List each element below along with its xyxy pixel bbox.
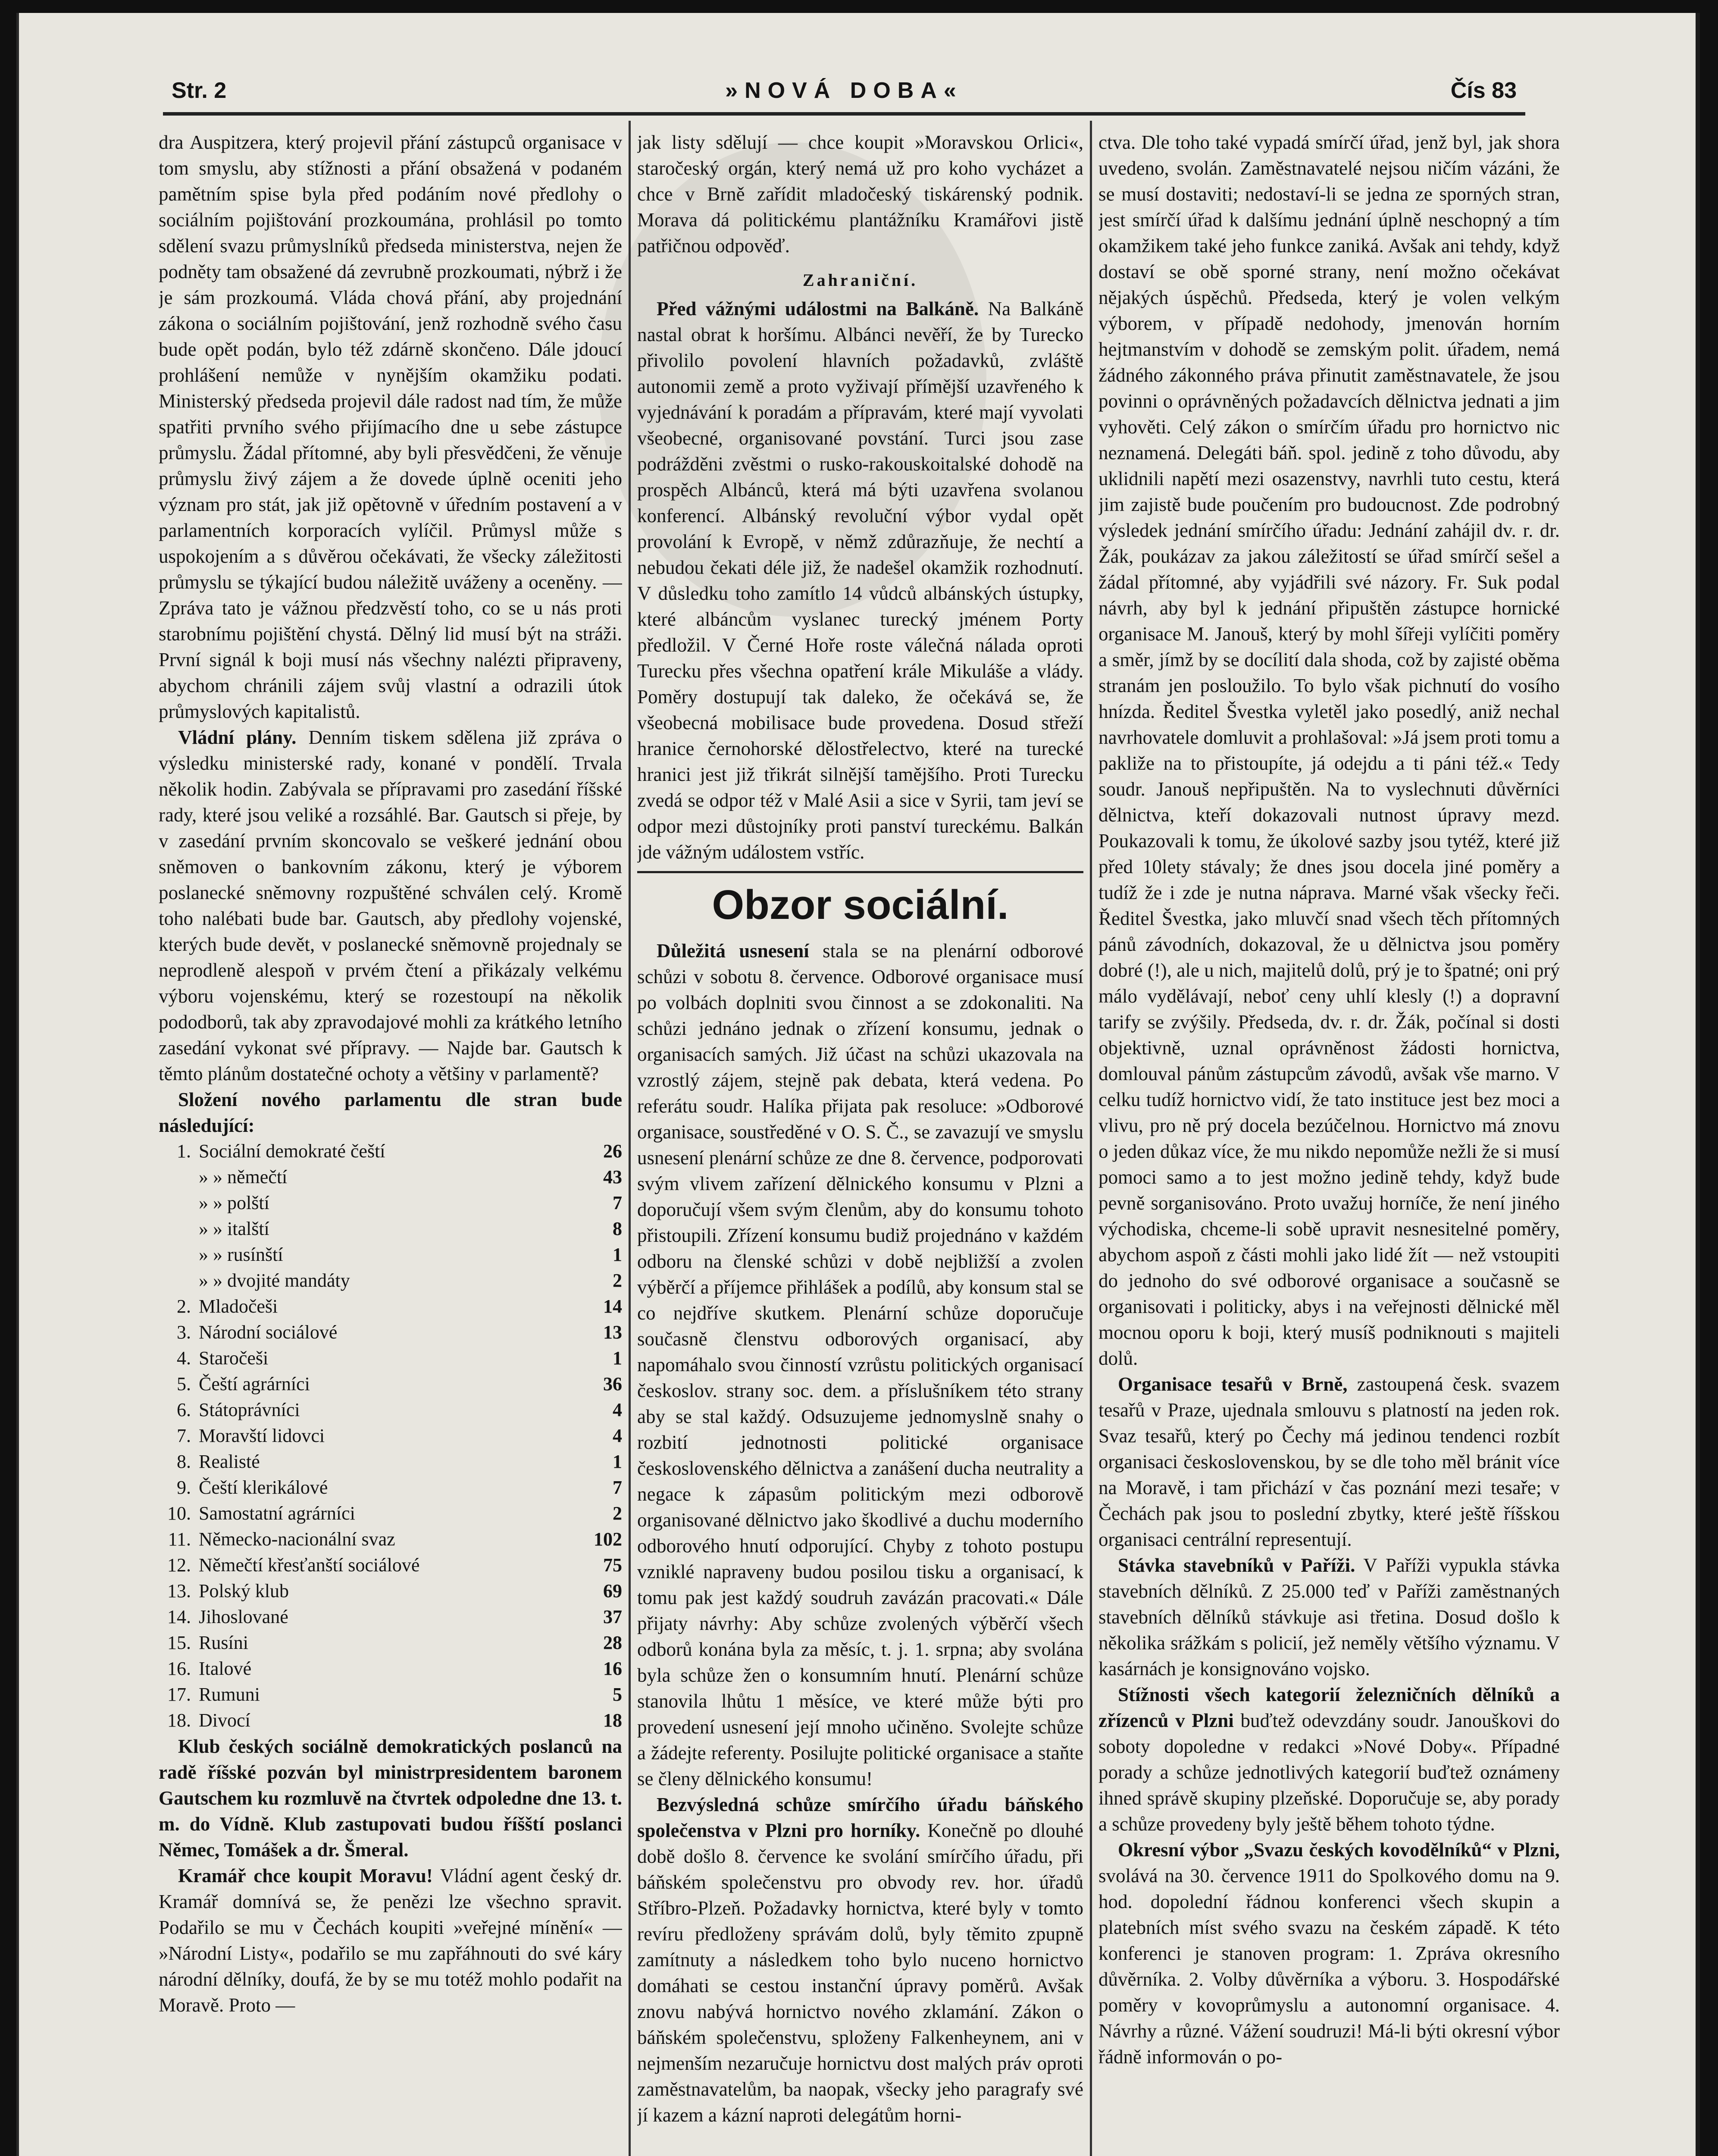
- newspaper-page: [16, 13, 1700, 2156]
- header-rule: [163, 112, 1525, 116]
- party-number: [159, 1242, 199, 1268]
- party-name: » » rusínští: [199, 1244, 283, 1265]
- article-text: jak listy sdělují — chce koupit »Moravskou Orlici«, staročeský orgán, který nemá už pro koho vycházet a chce v Brně zařídit mladočeský tiskárenský podnik. Morava dá politickému plantážníku Kramářovi jistě patřičnou odpověď.: [637, 132, 1083, 257]
- party-number: 2.: [177, 1296, 191, 1317]
- article-text: Klub českých sociálně demokratických poslanců na radě říšské pozván byl ministrpresidentem baronem Gautschem ku rozmluvě na čtvrtek odpoledne dne 13. t. m. do Vídně. Klub zastupovati budou říšští poslanci Němec, Tomášek a dr. Šmeral.: [159, 1736, 622, 1861]
- party-seats: 14: [603, 1296, 622, 1317]
- article-text: zastoupená česk. svazem tesařů v Praze, ujednala smlouvu s platností na jeden rok. Svaz tesařů, který po Čechy má jedinou tendenci rozbít organisaci československou, by se dle toho měl bránit více na Moravě, i tam přichází v čas poznání mezi tesaře; v Čechách pak jsou to poslední zbytky, které ještě říšskou organisaci centrální representují.: [1098, 1373, 1560, 1550]
- party-seats: 75: [603, 1554, 622, 1576]
- party-row: [159, 1268, 622, 1294]
- party-row: [159, 1656, 622, 1682]
- party-seats: 2: [613, 1270, 622, 1291]
- party-seats: 18: [603, 1710, 622, 1731]
- party-seats: 69: [603, 1580, 622, 1601]
- party-row: [159, 1216, 622, 1242]
- party-number: 15.: [167, 1632, 191, 1653]
- party-name: Mladočeši: [199, 1296, 278, 1317]
- party-row: [159, 1242, 622, 1268]
- party-row: [159, 1449, 622, 1475]
- column-rule-2: [1090, 121, 1092, 2156]
- party-seats: 1: [613, 1348, 622, 1369]
- party-name: Italové: [199, 1658, 252, 1679]
- party-name: Němečtí křesťanští sociálové: [199, 1554, 420, 1576]
- party-row: [159, 1682, 622, 1708]
- party-seats: 1: [613, 1244, 622, 1265]
- party-number: 16.: [167, 1658, 191, 1679]
- article-text: V Paříži vypukla stávka stavebních dělníků. Z 25.000 teď v Paříži zaměstnaných stavebních dělníků stávkuje asi třetina. Dosud došlo k několika srážkám s policií, jež neměly většího významu. V kasárnách je konsignováno vojsko.: [1098, 1554, 1560, 1680]
- party-row: [159, 1319, 622, 1345]
- party-number: 8.: [177, 1451, 191, 1472]
- party-name: » » dvojité mandáty: [199, 1270, 350, 1291]
- party-seats: 5: [613, 1684, 622, 1705]
- party-seats: 37: [603, 1606, 622, 1627]
- party-seats: 102: [594, 1529, 622, 1550]
- article-heading: Kramář chce koupit Moravu!: [178, 1865, 433, 1887]
- article-paragraph: [159, 1863, 622, 2018]
- party-row: [159, 1708, 622, 1733]
- party-row: [159, 1397, 622, 1423]
- party-seats: 7: [613, 1477, 622, 1498]
- article-paragraph: [637, 1792, 1083, 2128]
- party-name: Staročeši: [199, 1348, 269, 1369]
- party-row: [159, 1475, 622, 1501]
- party-name: Jihoslované: [199, 1606, 288, 1627]
- section-rule: [637, 871, 1083, 873]
- party-number: 5.: [177, 1373, 191, 1395]
- parliament-intro: Složení nového parlamentu dle stran bude následující:: [159, 1089, 622, 1136]
- column-rule-1: [629, 121, 631, 2156]
- party-number: 3.: [177, 1322, 191, 1343]
- party-number: [159, 1164, 199, 1190]
- party-number: 1.: [177, 1141, 191, 1162]
- party-name: Čeští agrárníci: [199, 1373, 310, 1395]
- party-number: 13.: [167, 1580, 191, 1601]
- party-seats: 8: [613, 1218, 622, 1239]
- column-2: [637, 129, 1083, 2156]
- party-row: [159, 1371, 622, 1397]
- party-row: [159, 1604, 622, 1630]
- party-seats: 4: [613, 1399, 622, 1420]
- party-seats: 26: [603, 1141, 622, 1162]
- article-paragraph: [1098, 1682, 1560, 1837]
- party-seats: 13: [603, 1322, 622, 1343]
- party-name: Realisté: [199, 1451, 260, 1472]
- article-heading: Vládní plány.: [178, 727, 297, 748]
- party-name: Rumuni: [199, 1684, 260, 1705]
- party-seats: 2: [613, 1503, 622, 1524]
- party-row: [159, 1501, 622, 1526]
- parliament-table: [159, 1138, 622, 1733]
- party-seats: 1: [613, 1451, 622, 1472]
- article-paragraph: [1098, 1552, 1560, 1682]
- page-number: Str. 2: [172, 78, 227, 103]
- party-row: [159, 1552, 622, 1578]
- party-seats: 36: [603, 1373, 622, 1395]
- article-text: dra Auspitzera, který projevil přání zástupců organisace v tom smyslu, aby stížnosti a přání obsažená v podaném pamětním spise byla před podáním nové předlohy o sociálním pojištování prozkoumána, prohlásil po tomto sdělení svazu průmyslníků předseda ministerstva, nejen že podněty tam obsažené dá zevrubně prozkoumati, nýbrž i že je sám prozkoumá. Vláda chová přání, aby projednání zákona o sociálním pojištování, jenž rozhodně svého času bude opět podán, bylo též zdárně skončeno. Dále jdoucí prohlášení nemůže v nynějším okamžiku podati. Ministerský předseda projevil dále radost nad tím, že může spatřiti prvního svého přijímacího dne u sebe zástupce průmyslu. Žádal přítomné, aby byli přesvědčeni, že věnuje průmyslu živý zájem a že dovede úplně oceniti jeho význam pro stát, jak již opětovně v úředním postavení a v parlamentních korporacích vylíčil. Průmysl může s uspokojením a s důvěrou očekávati, že všecky záležitosti průmyslu se týkající budou náležitě uváženy a oceněny. — Zpráva tato je vážnou předzvěstí toho, co se u nás proti starobnímu pojištění chystá. Dělný lid musí být na stráži. První signál k boji musí nás všechny nalézti připraveny, abychom chránili zájem svůj vlastní a odrazili útok průmyslových kapitalistů.: [159, 132, 622, 722]
- party-row: [159, 1294, 622, 1319]
- issue-number: Čís 83: [1450, 78, 1517, 103]
- party-number: [159, 1268, 199, 1294]
- article-text: Na Balkáně nastal obrat k horšímu. Albánci nevěří, že by Turecko přivolilo povolení hlavních požadavků, zvláště autonomii země a proto vyživají přímější uzavřeného k vyjednávání k poradám a přípravám, které mají vyvolati všeobecné, organisované povstání. Turci jsou zase podrážděni zvěstmi o rusko-rakouskoitalské dohodě na prospěch Albánců, která má býti uzavřena svolanou konferencí. Albánský revoluční výbor vydal opět provolání k Evropě, v němž zdůrazňuje, že nechtí a nebudou čekati déle již, že nadešel okamžik rozhodnutí. V důsledku toho zamítlo 14 vůdců albánských ústupky, které albáncům vyslanec turecký jménem Porty předložil. V Černé Hoře roste válečná nálada oproti Turecku přes všechna opatření krále Mikuláše a vlády. Poměry dostupují tak daleko, že očekává se, že všeobecná mobilisace bude provedena. Dosud střeží hranice černohorské dělostřelectvo, které na turecké hranici jest již třikrát silnější tamějšího. Proti Turecku zvedá se odpor též v Malé Asii a sice v Syrii, tam jeví se odpor mezi důstojníky proti panství tureckému. Balkán jde vážným událostem vstříc.: [637, 298, 1083, 863]
- party-row: [159, 1526, 622, 1552]
- page-edge-left: [16, 13, 19, 2156]
- party-name: Státoprávníci: [199, 1399, 300, 1420]
- newspaper-title: »NOVÁ DOBA«: [725, 78, 963, 103]
- party-seats: 7: [613, 1192, 622, 1213]
- page-edge-right: [1696, 13, 1700, 2156]
- party-number: 4.: [177, 1348, 191, 1369]
- column-3: [1098, 129, 1560, 2156]
- party-name: » » italští: [199, 1218, 269, 1239]
- article-paragraph: [637, 296, 1083, 865]
- party-name: Polský klub: [199, 1580, 289, 1601]
- article-heading: Důležitá usnesení: [657, 940, 809, 962]
- section-heading-social: Obzor sociální.: [712, 882, 1009, 928]
- party-name: » » polští: [199, 1192, 269, 1213]
- party-number: [159, 1190, 199, 1216]
- article-paragraph: [1098, 1837, 1560, 2070]
- party-number: 11.: [168, 1529, 191, 1550]
- article-heading: Organisace tesařů v Brně,: [1118, 1373, 1348, 1395]
- article-heading: Bezvýsledná schůze smírčího úřadu báňského společenstva v Plzni pro horníky.: [637, 1794, 1083, 1841]
- article-heading: Okresní výbor „Svazu českých kovodělníků“ v Plzni,: [1118, 1839, 1560, 1861]
- party-name: » » němečtí: [199, 1166, 288, 1188]
- party-name: Moravští lidovci: [199, 1425, 325, 1446]
- column-1: [159, 129, 622, 2156]
- party-seats: 28: [603, 1632, 622, 1653]
- article-text: buďtež odevzdány soudr. Janouškovi do soboty dopoledne v redakci »Nové Doby«. Případné porady a schůze jednotlivých kategorií buďtež oznámeny ihned správě skupiny plzeňské. Doporučuje se, aby porady a schůze provedeny byly ještě během tohoto týdne.: [1098, 1710, 1560, 1835]
- party-seats: 16: [603, 1658, 622, 1679]
- party-number: 9.: [177, 1477, 191, 1498]
- article-heading: Před vážnými událostmi na Balkáně.: [657, 298, 979, 320]
- party-number: 14.: [167, 1606, 191, 1627]
- party-seats: 4: [613, 1425, 622, 1446]
- party-name: Sociální demokraté čeští: [199, 1141, 385, 1162]
- party-row: [159, 1138, 622, 1164]
- party-name: Německo-nacionální svaz: [199, 1529, 395, 1550]
- party-number: [159, 1216, 199, 1242]
- party-name: Divocí: [199, 1710, 250, 1731]
- party-number: 17.: [167, 1684, 191, 1705]
- party-number: 12.: [167, 1554, 191, 1576]
- article-text: svolává na 30. července 1911 do Spolkového domu na 9. hod. dopolední řádnou konferenci všech skupin a platebních míst svého svazu na českém západě. K této konferenci je stanoven program: 1. Zpráva okresního důvěrníka. 2. Volby důvěrníka a výboru. 3. Hospodářské poměry v kovoprůmyslu a autonomní organisace. 4. Návrhy a různé. Vážení soudruzi! Má-li býti okresní výbor řádně informován o po-: [1098, 1865, 1560, 2068]
- article-text: Konečně po dlouhé době došlo 8. července ke svolání smírčího úřadu, při báňském společenstvu pro obvody rev. hor. úřadů Stříbro-Plzeň. Požadavky hornictva, které byly v tomto revíru předloženy správám dolů, byly těmito zpupně zamítnuty a následkem toho bylo nuceno hornictvo domáhati se cestou instanční úpravy poměrů. Avšak znovu nabývá hornictvo nového zklamání. Zákon o báňském společenstvu, sploženy Falkenheynem, ani v nejmenším nezaručuje hornictvu dost malých práv oproti zaměstnavatelům, ba naopak, všecky jeho paragrafy své jí kazem a kázní naproti delegátům horni-: [637, 1820, 1083, 2126]
- article-heading: Stávka stavebníků v Paříži.: [1118, 1554, 1355, 1576]
- party-name: Čeští klerikálové: [199, 1477, 328, 1498]
- article-paragraph: [159, 724, 622, 1087]
- article-paragraph: [1098, 1371, 1560, 1552]
- party-row: [159, 1190, 622, 1216]
- article-heading: Stížnosti všech kategorií železničních dělníků a zřízenců v Plzni: [1098, 1684, 1560, 1731]
- party-number: 7.: [177, 1425, 191, 1446]
- party-number: 18.: [167, 1710, 191, 1731]
- party-row: [159, 1345, 622, 1371]
- party-name: Samostatní agrárníci: [199, 1503, 355, 1524]
- party-row: [159, 1423, 622, 1449]
- party-row: [159, 1578, 622, 1604]
- article-text: stala se na plenární odborové schůzi v sobotu 8. července. Odborové organisace musí po volbách doplniti svou činnost a se zdokonaliti. Na schůzi jednáno jednak o zřízení konsumu, jednak o organisacích samých. Již účast na schůzi ukazovala na vzrostlý zájem, stejně pak debata, která vedena. Po referátu soudr. Halíka přijata pak resoluce: »Odborové organisace, soustředěné v O. S. Č., se zavazují ve smyslu usnesení plenární schůze ze dne 8. července, podporovati svým vlivem zařízení dělnického konsumu v Plzni a doporučují všem svým členům, aby do konsumu tohoto přistoupili. Zřízení konsumu budiž projednáno v každém odboru na členské schůzi v době nejbližší a zvolen výběrčí a příjemce přihlášek a podílů, aby konsum stal se co nejdříve skutkem. Plenární schůze doporučuje současně členstvu odborových organisací, aby napomáhalo svou činností vzrůstu politických organisací českoslov. strany soc. dem. a příslušníkem této strany aby se stal každý. Odsuzujeme jednomyslně snahy o rozbití jednotnosti politické organisace československého dělnictva a zanášení ducha neutrality a negace k zápasům politickým mezi odborově organisované dělnictvo jako škodlivé a duchu moderního odborového hnutí odporující. Chyby z tohoto postupu vzniklé napraveny budou posilou tisku a organisací, k tomu pak jest každý soudruh zavázán pracovati.« Dále přijaty návrhy: Aby schůze zvolených výběrčí všech odborů konána byla za měsíc, t. j. 1. srpna; aby svolána byla schůze žen o konsumním hnutí. Plenární schůze stanovila lhůtu 1 měsíce, ve které může býti pro provedení usnesení její mnoho učiněno. Svolejte schůze a žádejte referenty. Posilujte politické organisace a staňte se členy dělnického konsumu!: [637, 940, 1083, 1789]
- party-seats: 43: [603, 1166, 622, 1188]
- party-row: [159, 1164, 622, 1190]
- party-name: Rusíni: [199, 1632, 248, 1653]
- section-heading-foreign: Zahraniční.: [802, 270, 918, 290]
- party-number: 10.: [167, 1503, 191, 1524]
- article-paragraph: [637, 938, 1083, 1792]
- page-header: [163, 69, 1525, 108]
- article-text: Denním tiskem sdělena již zpráva o výsledku ministerské rady, konané v pondělí. Trvala několik hodin. Zabývala se přípravami pro zasedání říšské rady, které jsou veliké a rozsáhlé. Bar. Gautsch si přeje, by v zasedání prvním skoncovalo se veškeré jednání obou sněmoven o bankovním zákonu, který je výborem poslanecké sněmovny rozpuštěné schválen celý. Kromě toho nalébati bude bar. Gautsch, aby předlohy vojenské, kterých bude devět, v poslanecké sněmovně projednaly se neprodleně alespoň v prvém čtení a přikázaly velkému výboru vojenskému, který se rozestoupí na několik pododborů, tak aby zpravodajové mohli za krátkého letního zasedání vykonat své přípravy. — Najde bar. Gautsch k těmto plánům dostatečné ochoty a většiny v parlamentě?: [159, 727, 622, 1084]
- party-name: Národní sociálové: [199, 1322, 338, 1343]
- party-number: 6.: [177, 1399, 191, 1420]
- article-text: Vládní agent český dr. Kramář domnívá se, že penězi lze všechno spravit. Podařilo se mu v Čechách koupiti »veřejné mínění« — »Národní Listy«, podařilo se mu zapřáhnouti do své káry národní dělníky, doufá, že by se mu totéž mohlo podařit na Moravě. Proto —: [159, 1865, 622, 2016]
- article-text: ctva. Dle toho také vypadá smírčí úřad, jenž byl, jak shora uvedeno, svolán. Zaměstnavatelé nejsou ničím vázáni, že se musí dostaviti; nedostaví-li se jedna ze sporných stran, jest smírčí úřad k dalšímu jednání úplně neschopný a tím okamžikem také jeho funkce zaniká. Avšak ani tehdy, když dostaví se obě sporné strany, není možno očekávat nějakých úspěchů. Předseda, který je volen velkým výborem, v případě nedohody, jmenován horním hejtmanstvím v dohodě se zemským polit. úřadem, nemá žádného zákonného práva přinutit zaměstnavatele, že jsou povinni o oprávněných požadavcích dělnictva jednati a jim vyhověti. Celý zákon o smírčím úřadu pro hornictvo nic neznamená. Delegáti báň. spol. jedině z toho důvodu, aby uklidnili napětí mezi osazenstvy, navrhli tuto cestu, která jim zajistě bude poučením pro budoucnost. Zde podrobný výsledek jednání smírčího úřadu: Jednání zahájil dv. r. dr. Žák, poukázav za jakou záležitostí se úřad smírčí sešel a žádal přítomné, aby vyjádřili své názory. Fr. Suk podal návrh, aby byl k jednání připuštěn zástupce hornické organisace M. Janouš, který by mohl šířeji vylíčiti poměry a směr, jímž by se docílití dala shoda, což by zajisté oběma stranám jen posloužilo. To bylo však pichnutí do vosího hnízda. Ředitel Švestka vyletěl jako posedlý, aniž nechal navrhovatele domluvit a prohlašoval: »Já jsem proti tomu a pakliže na to přistoupíte, já odejdu a ti páni též.« Tedy soudr. Janouš nepřipuštěn. Na to vyslechnuti důvěrníci dělnictva, kteří dokazovali nutnost úpravy mezd. Poukazovali k tomu, že úkolové sazby jsou tytéž, které již před 10lety stávaly; že dnes jsou docela jiné poměry a tudíž že i zde je nutna náprava. Marné však všecky řeči. Ředitel Švestka, jako mluvčí snad všech těch přítomných pánů závodních, dokazoval, že u dělnictva jsou poměry dobré (!), ale u nich, majitelů dolů, prý je to špatné; oni prý málo vydělávají, neboť ceny uhlí klesly (!) a dopravní tarify se zvýšily. Předseda, dv. r. dr. Žák, počínal si dosti objektivně, uznal oprávněnost žádosti hornictva, domlouval pánům zástupcům závodů, avšak vše marno. V celku tudíž hornictvo vidí, že tato instituce jest bez moci a vlivu, pro ně prý docela bezúčelnou. Hornictvo má znovu o jeden důkaz více, že mu nikdo nepomůže nežli že si musí pomoci samo a to jest možno jedině tehdy, když bude pevně sorganisováno. Proto uvažuj horníče, že není jiného východiska, chceme-li sobě upravit nesnesitelné poměry, abychom aspoň z části mohli jako lidé žít — než vstoupiti do jednoho do své odborové organisace a současně se organisovati i politicky, abys i na veřejnosti dělnické měl mocnou oporu k boji, který musíš podniknouti s majiteli dolů.: [1098, 132, 1560, 1369]
- party-row: [159, 1630, 622, 1656]
